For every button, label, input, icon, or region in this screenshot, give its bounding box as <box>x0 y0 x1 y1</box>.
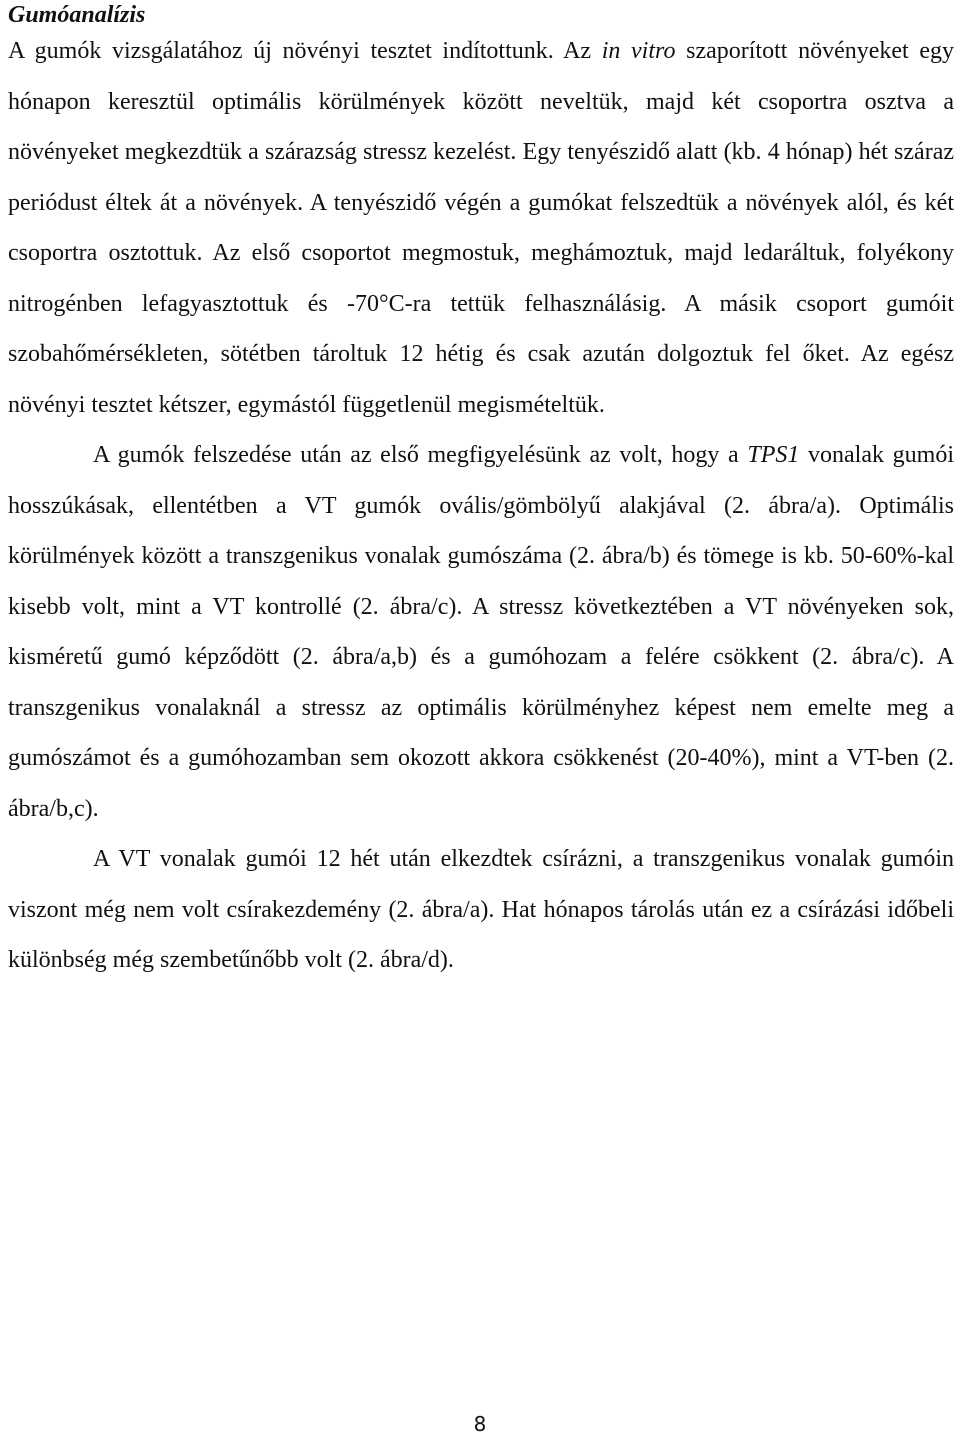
paragraph-1-italic-term: in vitro <box>601 38 676 64</box>
paragraph-2-run: A gumók felszedése után az első megfigyelésünk az volt, hogy a <box>93 442 748 468</box>
paragraph-3 <box>8 834 954 986</box>
paragraph-2 <box>8 430 954 834</box>
paragraph-2-italic-term: TPS1 <box>747 442 800 468</box>
paragraph-1-run: szaporított növényeket egy hónapon keresztül optimális körülmények között neveltük, majd két csoportra osztva a növényeket megkezdtük a szárazság stressz kezelést. Egy tenyészidő alatt (kb. 4 hónap) hét száraz periódust éltek át a növények. A tenyészidő végén a gumókat felszedtük a növények alól, és két csoportra osztottuk. Az első csoportot megmostuk, meghámoztuk, majd ledaráltuk, folyékony nitrogénben lefagyasztottuk és -70°C-ra tettük felhasználásig. A másik csoport gumóit szobahőmérsékleten, sötétben tároltuk 12 hétig és csak azután dolgoztuk fel őket. Az egész növényi tesztet kétszer, egymástól függetlenül megismételtük. <box>8 38 954 418</box>
paragraph-1-run: A gumók vizsgálatához új növényi tesztet indítottunk. Az <box>8 38 602 64</box>
page-number: 8 <box>473 1412 487 1436</box>
section-heading: Gumóanalízis <box>8 2 146 28</box>
paragraph-1 <box>8 26 954 430</box>
document-page <box>8 0 954 986</box>
paragraph-3-run: A VT vonalak gumói 12 hét után elkezdtek csírázni, a transzgenikus vonalak gumóin viszont még nem volt csírakezdemény (2. ábra/a). Hat hónapos tárolás után ez a csírázási időbeli különbség még szembetűnőbb volt (2. ábra/d). <box>8 846 954 973</box>
paragraph-2-run: vonalak gumói hosszúkásak, ellentétben a VT gumók ovális/gömbölyű alakjával (2. ábra/a). Optimális körülmények között a transzgenikus vonalak gumószáma (2. ábra/b) és tömege is kb. 50-60%-kal kisebb volt, mint a VT kontrollé (2. ábra/c). A stressz következtében a VT növényeken sok, kisméretű gumó képződött (2. ábra/a,b) és a gumóhozam a felére csökkent (2. ábra/c). A transzgenikus vonalaknál a stressz az optimális körülményhez képest nem emelte meg a gumószámot és a gumóhozamban sem okozott akkora csökkenést (20-40%), mint a VT-ben (2. ábra/b,c). <box>8 442 954 822</box>
